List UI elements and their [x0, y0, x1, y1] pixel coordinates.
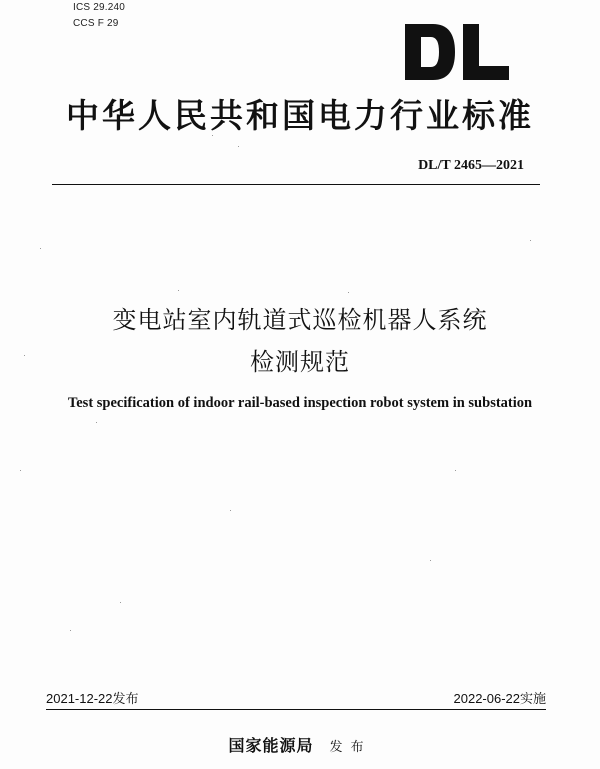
publisher-action: 发布	[329, 740, 372, 755]
dl-logo	[403, 22, 513, 82]
scan-speck	[530, 240, 531, 241]
issue-date: 2021-12-22发布	[46, 691, 139, 706]
implementation-date: 2022-06-22实施	[453, 691, 546, 706]
scan-speck	[348, 292, 349, 293]
publisher-name: 国家能源局	[228, 736, 314, 755]
scan-speck	[230, 510, 231, 511]
scan-speck	[120, 602, 121, 603]
header-divider	[52, 184, 540, 185]
dl-logo-graphic	[403, 22, 513, 82]
title-chinese-line-2: 检测规范	[250, 348, 350, 376]
ccs-code: CCS F 29	[73, 18, 119, 29]
scan-speck	[238, 146, 239, 147]
scan-speck	[212, 135, 213, 136]
title-chinese-line-1: 变电站室内轨道式巡检机器人系统	[112, 306, 488, 334]
scan-speck	[70, 630, 71, 631]
scan-speck	[430, 560, 431, 561]
title-english: Test specification of indoor rail-based inspection robot system in substation	[67, 395, 533, 411]
scan-speck	[96, 422, 97, 423]
scan-speck	[178, 290, 179, 291]
organization-title: 中华人民共和国电力行业标准	[66, 96, 534, 135]
scan-speck	[20, 470, 21, 471]
standard-number: DL/T 2465—2021	[418, 158, 524, 173]
scan-speck	[24, 355, 25, 356]
footer-divider	[46, 709, 546, 710]
scan-speck	[455, 470, 456, 471]
scan-speck	[40, 248, 41, 249]
ics-code: ICS 29.240	[73, 2, 126, 13]
publisher	[0, 733, 600, 756]
